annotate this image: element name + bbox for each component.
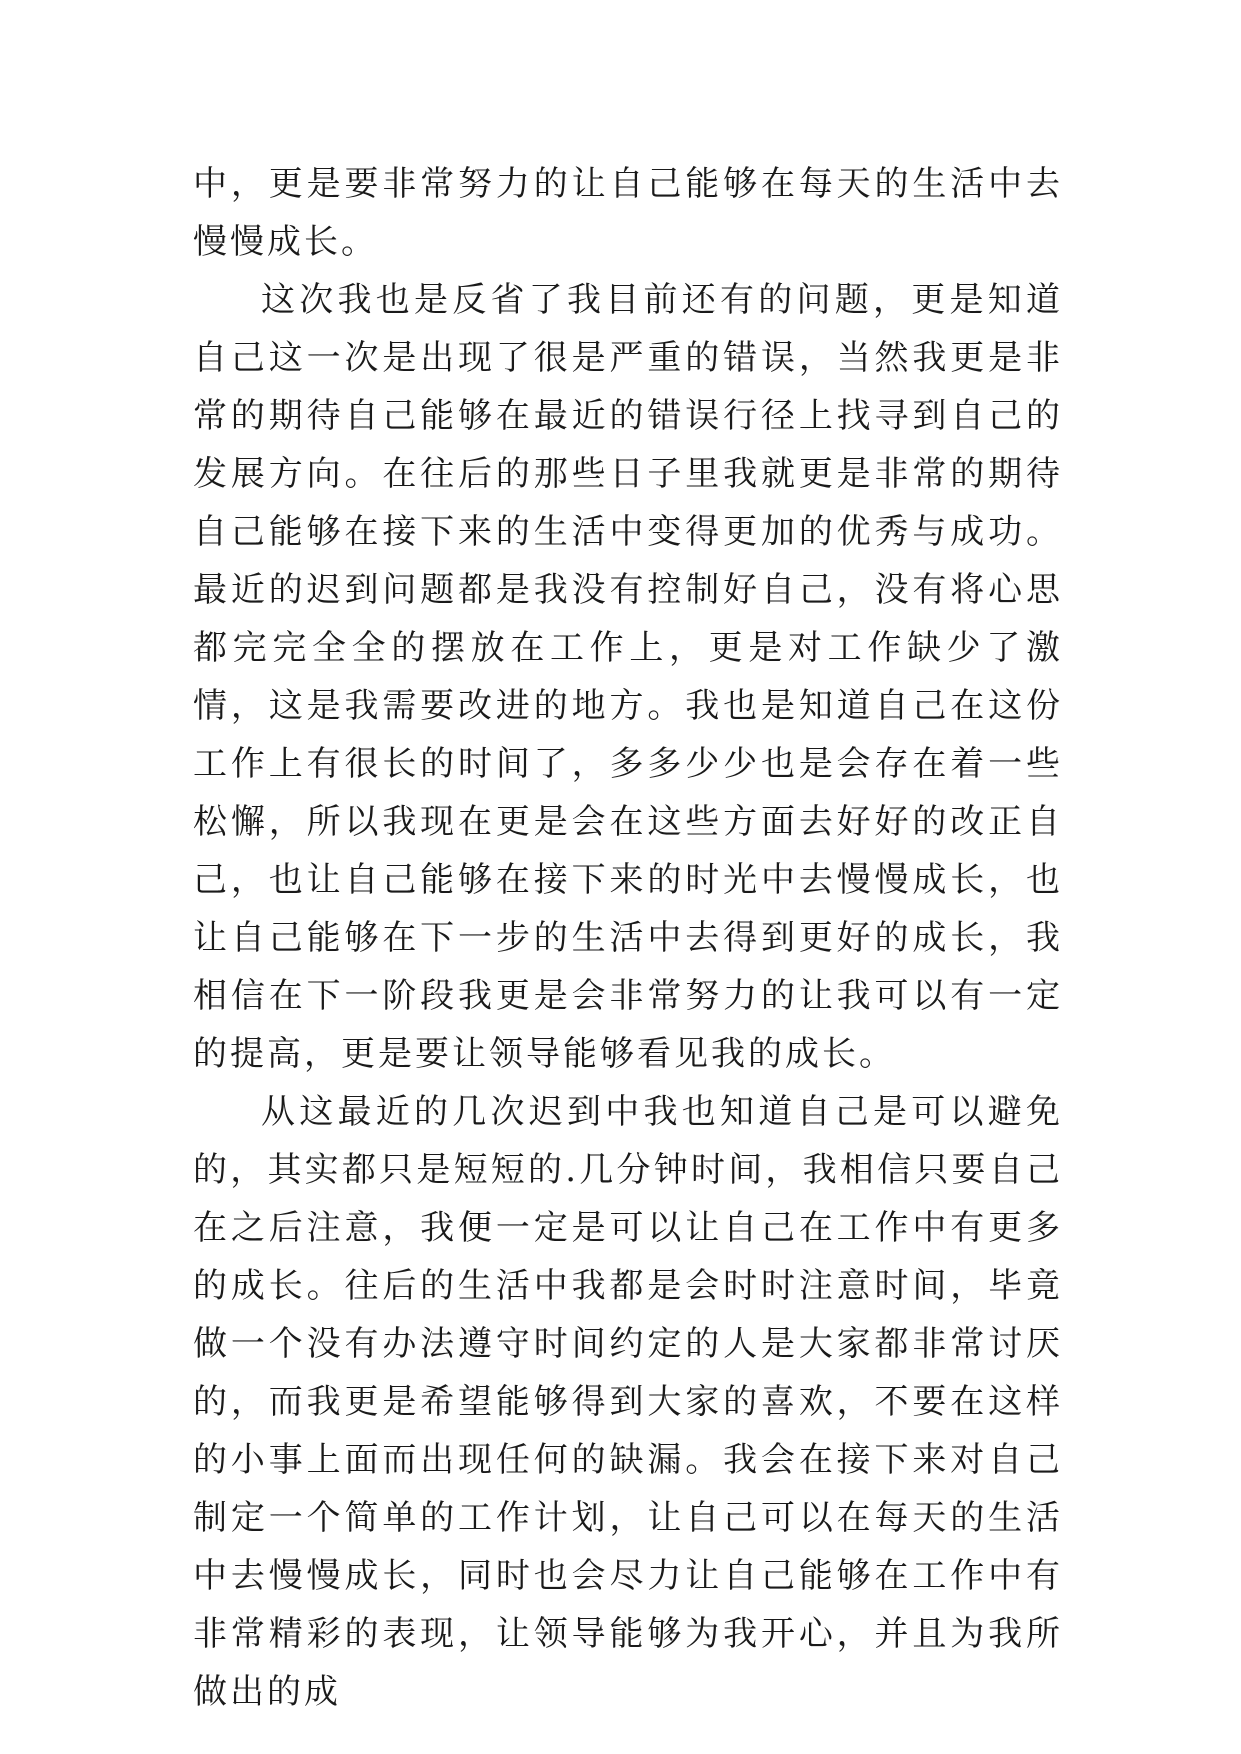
paragraph-continuation: 中，更是要非常努力的让自己能够在每天的生活中去慢慢成长。 <box>193 164 1063 262</box>
paragraph-reflection: 这次我也是反省了我目前还有的问题，更是知道自己这一次是出现了很是严重的错误，当然我更是非常的期待自己能够在最近的错误行径上找寻到自己的发展方向。在往后的那些日子里我就更是非常的期待自己能够在接下来的生活中变得更加的优秀与成功。最近的迟到问题都是我没有控制好自己，没有将心思都完完全全的摆放在工作上，更是对工作缺少了激情，这是我需要改进的地方。我也是知道自己在这份工作上有很长的时间了，多多少少也是会存在着一些松懈，所以我现在更是会在这些方面去好好的改正自己，也让自己能够在接下来的时光中去慢慢成长，也让自己能够在下一步的生活中去得到更好的成长，我相信在下一阶段我更是会非常努力的让我可以有一定的提高，更是要让领导能够看见我的成长。 <box>193 280 1063 1074</box>
paragraph-improvement-plan: 从这最近的几次迟到中我也知道自己是可以避免的，其实都只是短短的.几分钟时间，我相信只要自己在之后注意，我便一定是可以让自己在工作中有更多的成长。往后的生活中我都是会时时注意时间，毕竟做一个没有办法遵守时间约定的人是大家都非常讨厌的，而我更是希望能够得到大家的喜欢，不要在这样的小事上面而出现任何的缺漏。我会在接下来对自己制定一个简单的工作计划，让自己可以在每天的生活中去慢慢成长，同时也会尽力让自己能够在工作中有非常精彩的表现，让领导能够为我开心，并且为我所做出的成 <box>193 1092 1063 1712</box>
document-body <box>193 155 1063 1721</box>
